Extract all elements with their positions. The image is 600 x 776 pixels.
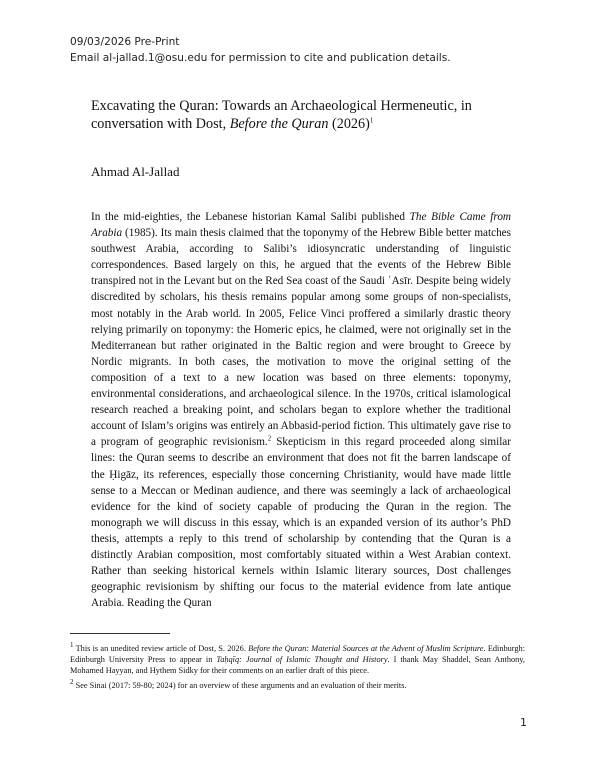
footnote-1-number: 1: [70, 641, 74, 650]
body-segment: (1985). Its main thesis claimed that the toponymy of the Hebrew Bible better matches southwest Arabia, according to Salibi’s idiosyncratic understanding of linguistic correspondences. Based largely on this, he argued that the events of the Hebrew Bible transpired not in the Levant but on the Red Sea coast of the Saudi ʿAsīr. Despite being widely discredited by scholars, his thesis remains popular among some groups of non-specialists, most notably in the Arab world. In 2005, Felice Vinci proffered a similarly drastic theory relying primarily on toponymy: the Homeric epics, he claimed, were not originally set in the Mediterranean but rather originated in the Baltic region and were brought to Greece by Nordic migrants. In both cases, the motivation to move the original setting of the composition of a text to a new location was based on three elements: toponymy, environmental considerations, and archaeological silence. In the 1970s, critical islamological research reached a breaking point, and scholars began to explore whether the traditional account of Islam’s origins was entirely an Abbasid-period fiction. This ultimately gave rise to a program of geographic revisionism.: [91, 227, 511, 449]
author-name: Ahmad Al-Jallad: [91, 164, 180, 179]
footnotes: [70, 643, 525, 694]
footnote-segment: . I thank May Shaddel, Sean Anthony, Mohamed Hayyan, and Hythem Sidky for their comments on an earlier draft of this piece.: [70, 655, 525, 676]
preprint-date: 09/03/2026 Pre-Print: [70, 36, 180, 48]
preprint-contact-note: Email al-jallad.1@osu.edu for permission to cite and publication details.: [70, 52, 451, 64]
body-segment: Skepticism in this regard proceeded along similar lines: the Quran seems to describe an environment that does not fit the barren landscape of the Ḥigāz, its references, especially those concerning Christianity, would have made little sense to a Meccan or Medinan audience, and there was seemingly a lack of archaeological evidence for the kind of society capable of producing the Quran in the region. The monograph we will discuss in this essay, which is an expanded version of its author’s PhD thesis, attempts a reply to this trend of scholarship by contending that the Quran is a distinctly Arabian composition, most comfortably situated within a West Arabian context. Rather than seeking historical kernels within Islamic literary sources, Dost challenges geographic revisionism by shifting our focus to the material evidence from late antique Arabia. Reading the Quran: [91, 436, 512, 610]
body-segment: In the mid-eighties, the Lebanese historian Kamal Salibi published: [91, 211, 410, 223]
footnote-2-number: 2: [70, 677, 74, 686]
title-year: (2026): [328, 116, 370, 132]
footnote-segment: . Edinburgh: Edinburgh University Press to appear in: [70, 644, 525, 665]
footnote-ref-2[interactable]: 2: [267, 434, 272, 443]
title-footnote-ref[interactable]: 1: [369, 116, 374, 125]
footnote-book-title: Before the Quran: Material Sources at the Advent of Muslim Scripture: [248, 644, 484, 653]
body-text: [91, 209, 511, 611]
title-main: Excavating the Quran: Towards an Archaeological Hermeneutic, in conversation with Dost,: [91, 98, 472, 132]
article-title: [91, 97, 531, 133]
body-book-title: The Bible Came from Arabia: [91, 211, 511, 240]
footnote-1: [70, 643, 525, 677]
footnote-journal-title: Taḥqīq: Journal of Islamic Thought and History: [216, 655, 388, 665]
footnote-2: [70, 677, 525, 691]
paragraph-1: [91, 209, 511, 611]
footnote-segment: This is an unedited review article of Dost, S. 2026.: [73, 644, 249, 653]
footnote-segment: See Sinai (2017: 59-80; 2024) for an overview of these arguments and an evaluation of their merits.: [73, 680, 407, 690]
page-number: 1: [520, 716, 527, 729]
title-book: Before the Quran: [229, 116, 329, 132]
footnote-separator: [70, 633, 170, 634]
